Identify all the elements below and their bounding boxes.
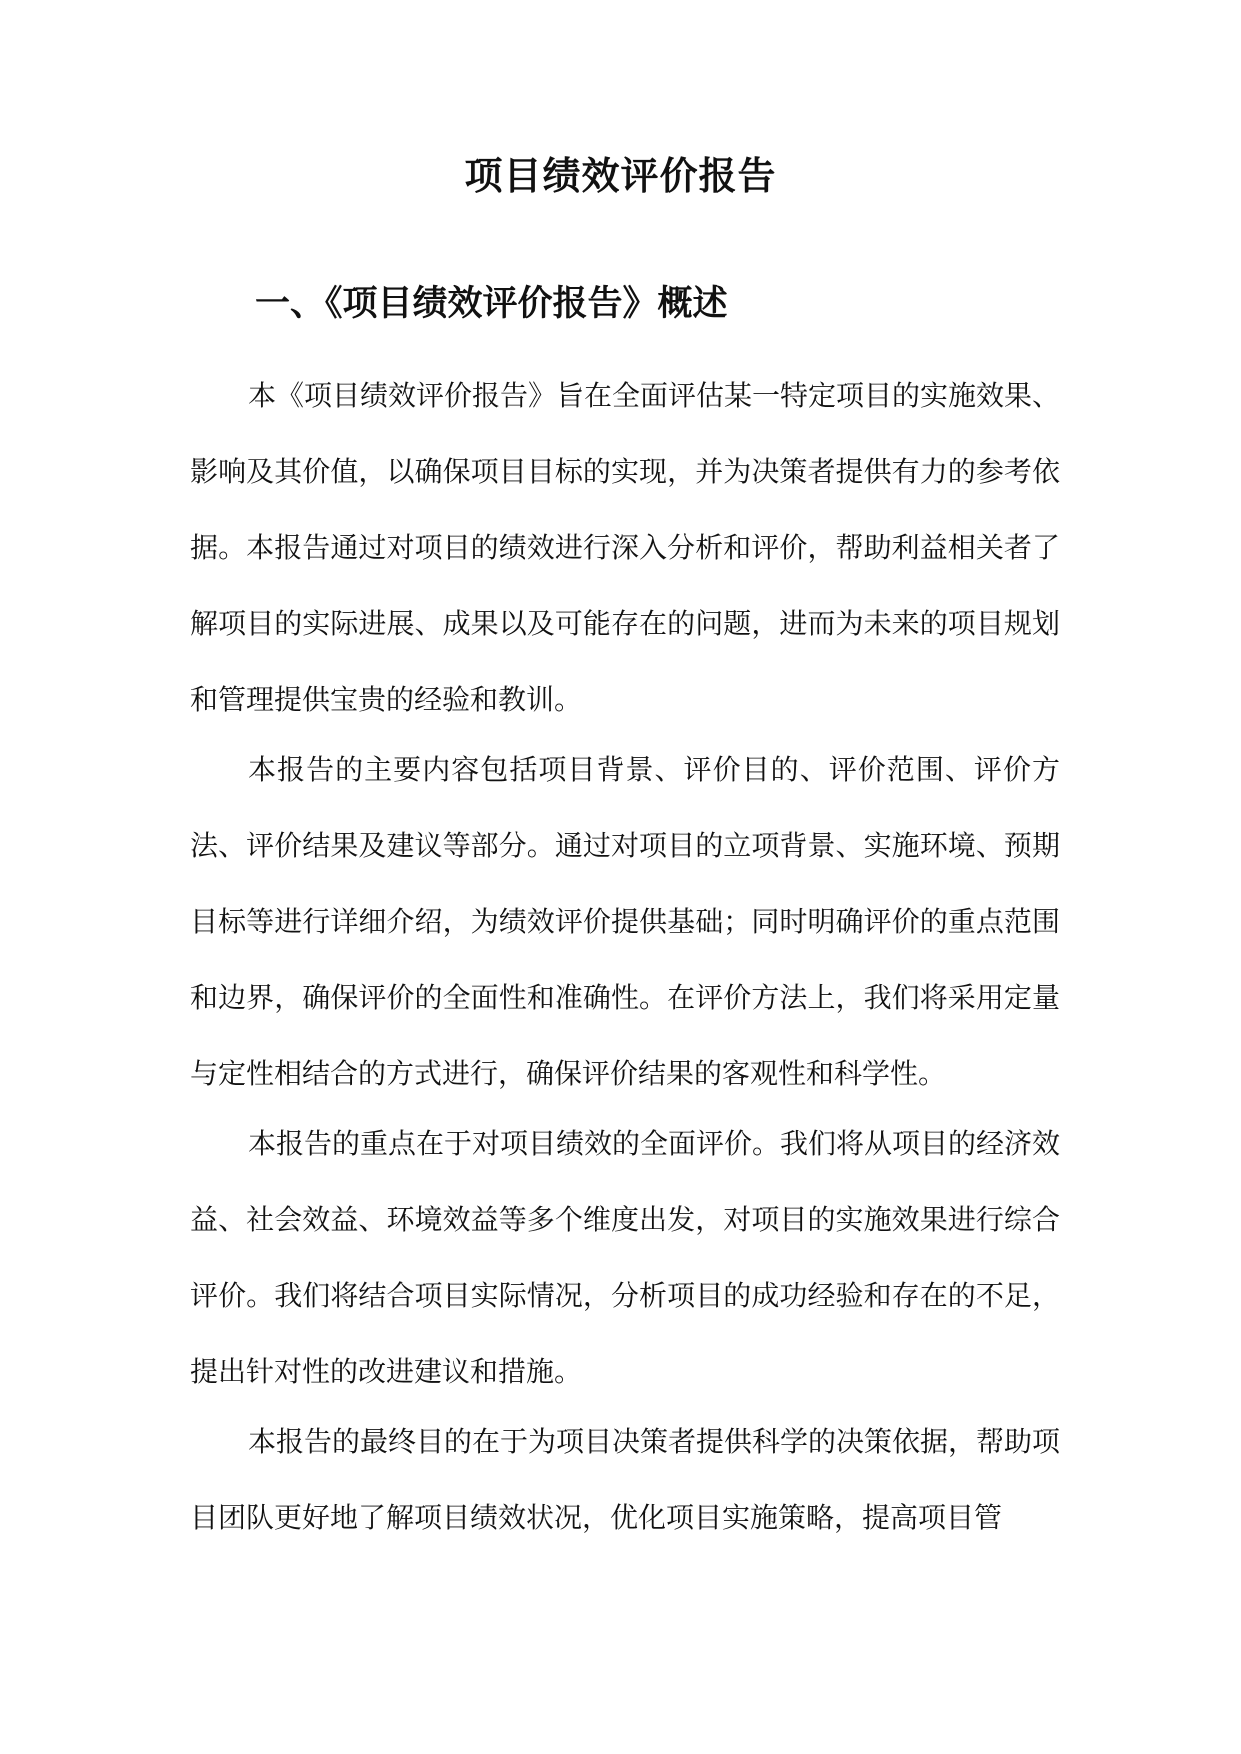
- document-title: 项目绩效评价报告: [464, 154, 777, 198]
- paragraph-text: 本报告的主要内容包括项目背景、评价目的、评价范围、评价方法、评价结果及建议等部分。通过对项目的立项背景、实施环境、预期目标等进行详细介绍，为绩效评价提供基础；同时明确评价的重点范围和边界，确保评价的全面性和准确性。在评价方法上，我们将采用定量与定性相结合的方式进行，确保评价结果的客观性和科学性。: [190, 753, 1060, 1090]
- paragraph-3: [190, 1106, 1060, 1410]
- paragraph-4: [190, 1404, 1060, 1556]
- paragraph-2: [190, 732, 1060, 1112]
- section-heading: 一、《项目绩效评价报告》概述: [255, 284, 728, 324]
- paragraph-1: [190, 358, 1060, 738]
- paragraph-text: 本报告的最终目的在于为项目决策者提供科学的决策依据，帮助项目团队更好地了解项目绩效状况，优化项目实施策略，提高项目管: [190, 1425, 1061, 1534]
- paragraph-text: 本报告的重点在于对项目绩效的全面评价。我们将从项目的经济效益、社会效益、环境效益等多个维度出发，对项目的实施效果进行综合评价。我们将结合项目实际情况，分析项目的成功经验和存在的不足，提出针对性的改进建议和措施。: [190, 1127, 1061, 1388]
- paragraph-text: 本《项目绩效评价报告》旨在全面评估某一特定项目的实施效果、影响及其价值，以确保项目目标的实现，并为决策者提供有力的参考依据。本报告通过对项目的绩效进行深入分析和评价，帮助利益相关者了解项目的实际进展、成果以及可能存在的问题，进而为未来的项目规划和管理提供宝贵的经验和教训。: [190, 379, 1061, 716]
